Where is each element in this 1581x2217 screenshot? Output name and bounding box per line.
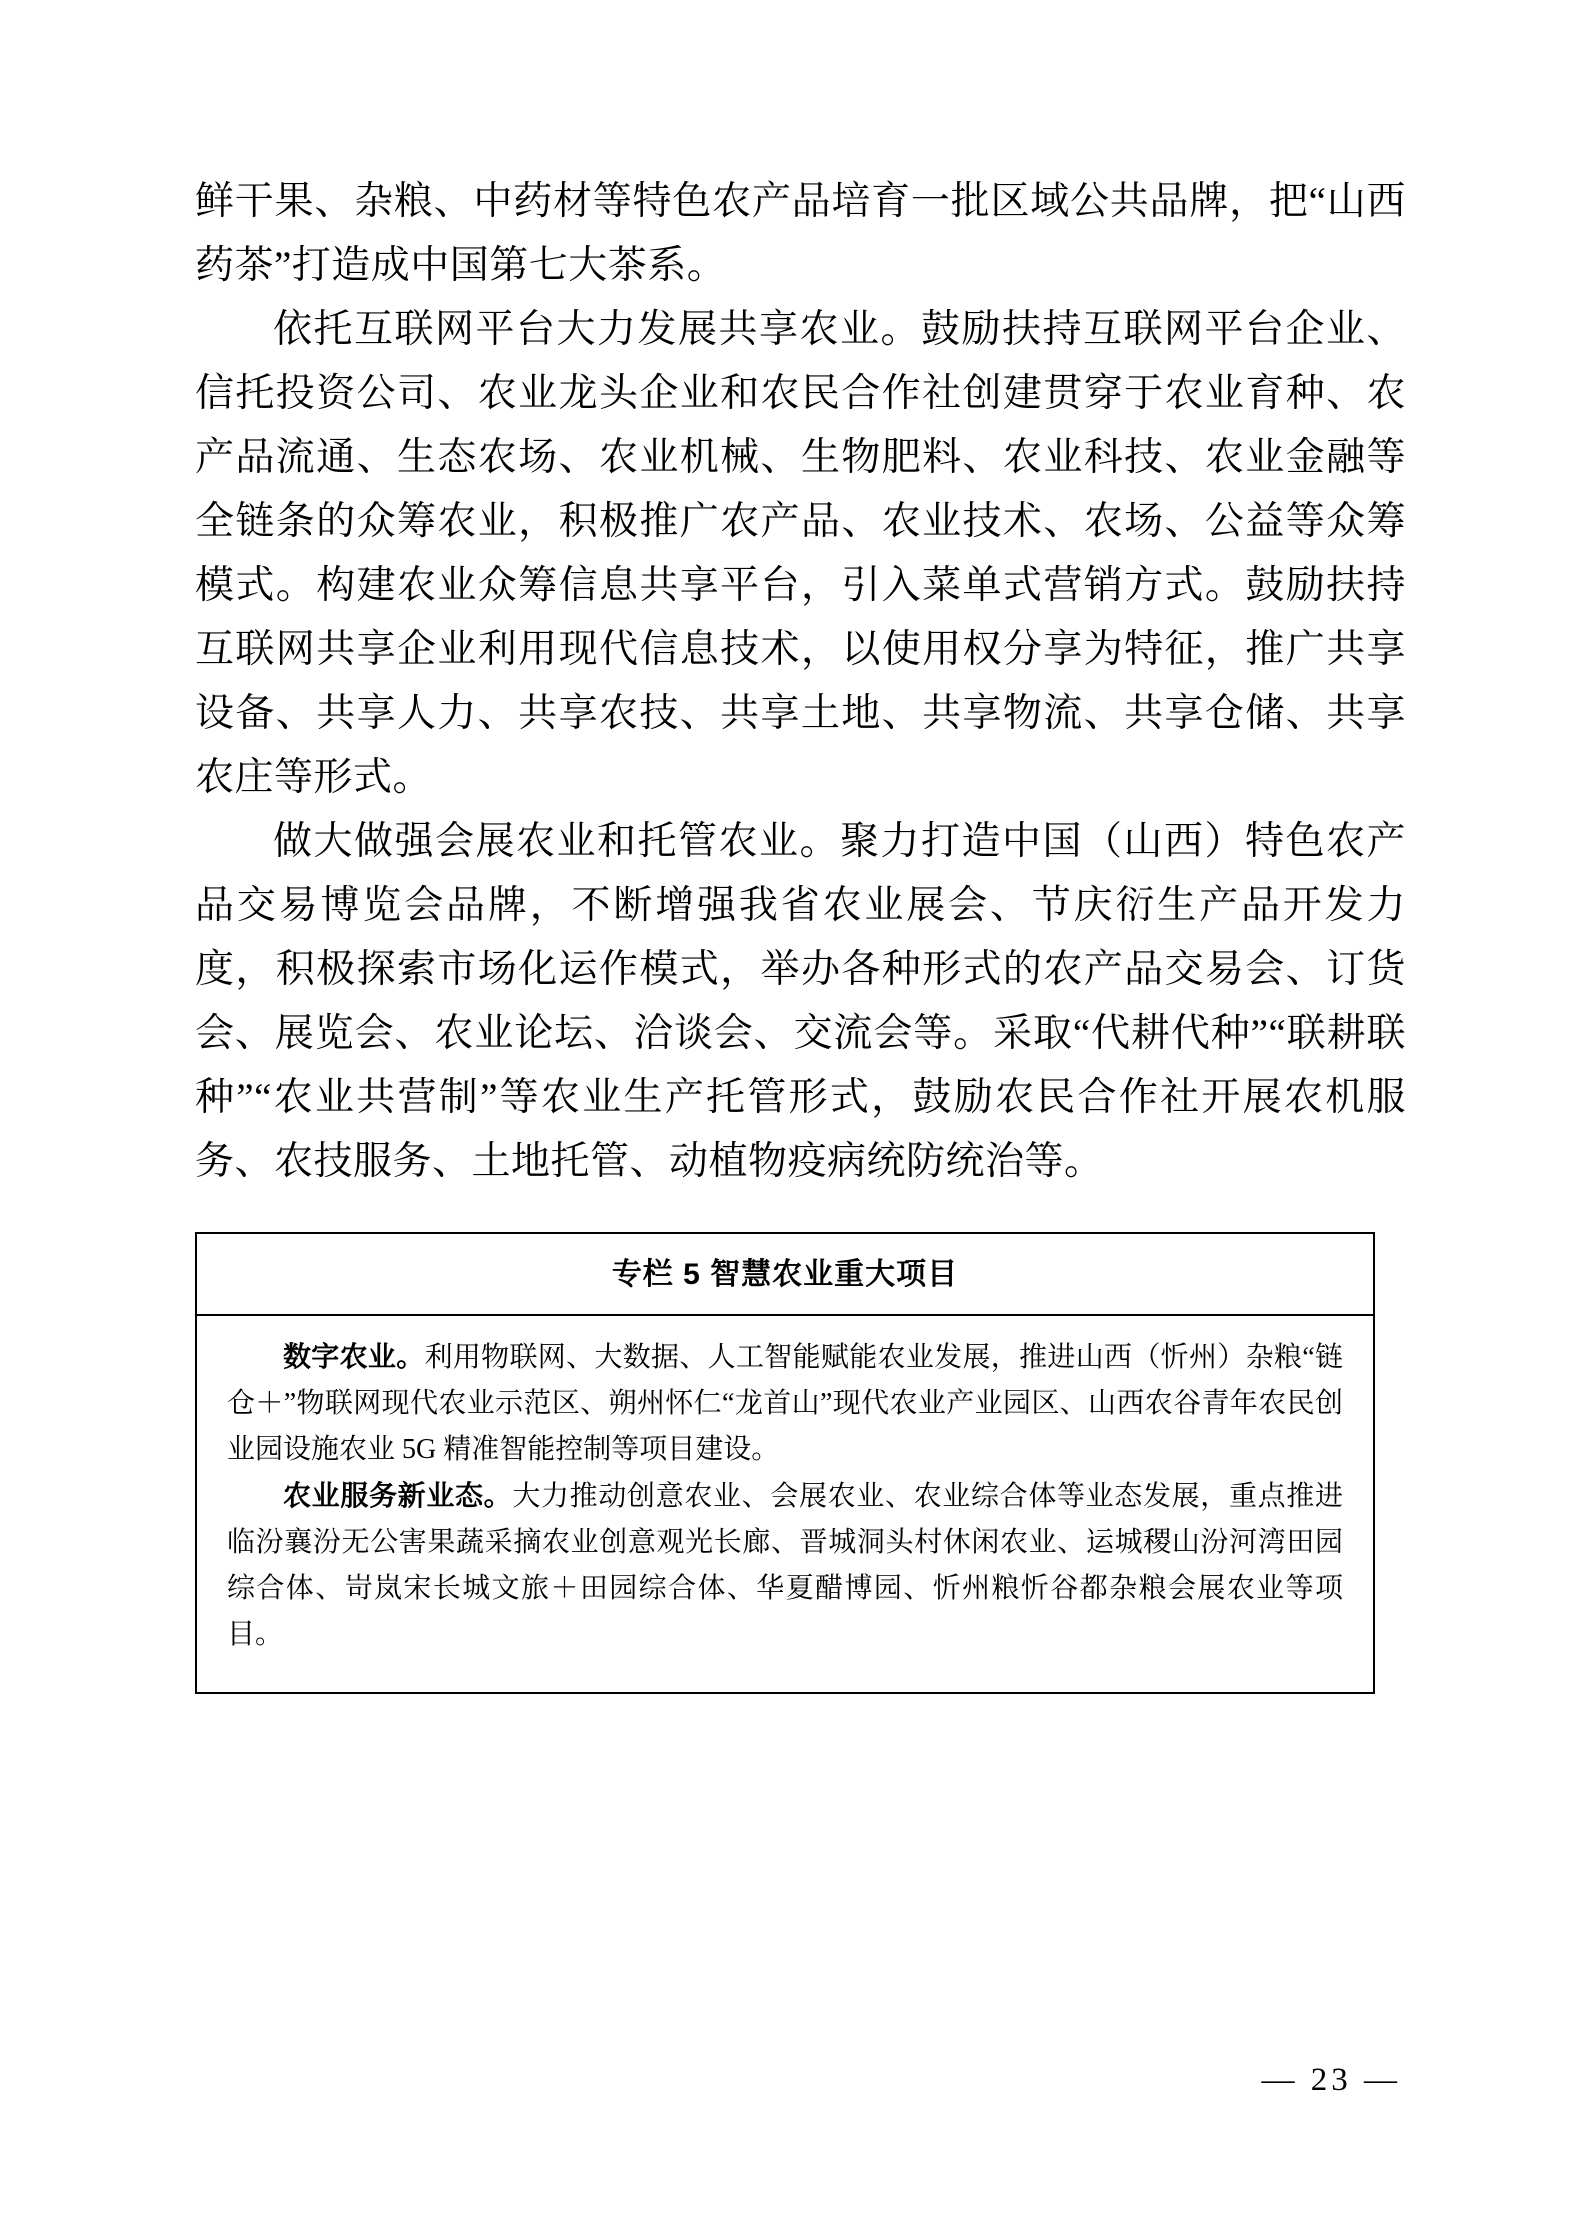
- callout-box: [195, 1232, 1375, 1694]
- callout-box-title: 专栏 5 智慧农业重大项目: [197, 1234, 1373, 1316]
- paragraph-3: 做大做强会展农业和托管农业。聚力打造中国（山西）特色农产品交易博览会品牌，不断增强我省农业展会、节庆衍生产品开发力度，积极探索市场化运作模式，举办各种形式的农产品交易会、订货会、展览会、农业论坛、洽谈会、交流会等。采取“代耕代种”“联耕联种”“农业共营制”等农业生产托管形式，鼓励农民合作社开展农机服务、农技服务、土地托管、动植物疫病统防统治等。: [195, 820, 1406, 1183]
- callout-item-2-text: 大力推动创意农业、会展农业、农业综合体等业态发展，重点推进临汾襄汾无公害果蔬采摘农业创意观光长廊、晋城洞头村休闲农业、运城稷山汾河湾田园综合体、岢岚宋长城文旅＋田园综合体、华夏醋博园、忻州粮忻谷都杂粮会展农业等项目。: [227, 1481, 1343, 1650]
- callout-item-1-text: 利用物联网、大数据、人工智能赋能农业发展，推进山西（忻州）杂粮“链仓＋”物联网现代农业示范区、朔州怀仁“龙首山”现代农业产业园区、山西农谷青年农民创业园设施农业 5G 精准智能控制等项目建设。: [227, 1342, 1343, 1465]
- callout-box-body: [197, 1316, 1373, 1692]
- callout-item-1-lead: 数字农业。: [283, 1341, 425, 1372]
- paragraph-2: 依托互联网平台大力发展共享农业。鼓励扶持互联网平台企业、信托投资公司、农业龙头企业和农民合作社创建贯穿于农业育种、农产品流通、生态农场、农业机械、生物肥料、农业科技、农业金融等全链条的众筹农业，积极推广农产品、农业技术、农场、公益等众筹模式。构建农业众筹信息共享平台，引入菜单式营销方式。鼓励扶持互联网共享企业利用现代信息技术，以使用权分享为特征，推广共享设备、共享人力、共享农技、共享土地、共享物流、共享仓储、共享农庄等形式。: [195, 308, 1406, 799]
- page-number: — 23 —: [1261, 2062, 1401, 2098]
- paragraph-1: 鲜干果、杂粮、中药材等特色农产品培育一批区域公共品牌，把“山西药茶”打造成中国第七大茶系。: [195, 180, 1406, 287]
- callout-item-2: [227, 1473, 1343, 1658]
- callout-item-2-lead: 农业服务新业态。: [283, 1480, 513, 1511]
- callout-item-1: [227, 1334, 1343, 1473]
